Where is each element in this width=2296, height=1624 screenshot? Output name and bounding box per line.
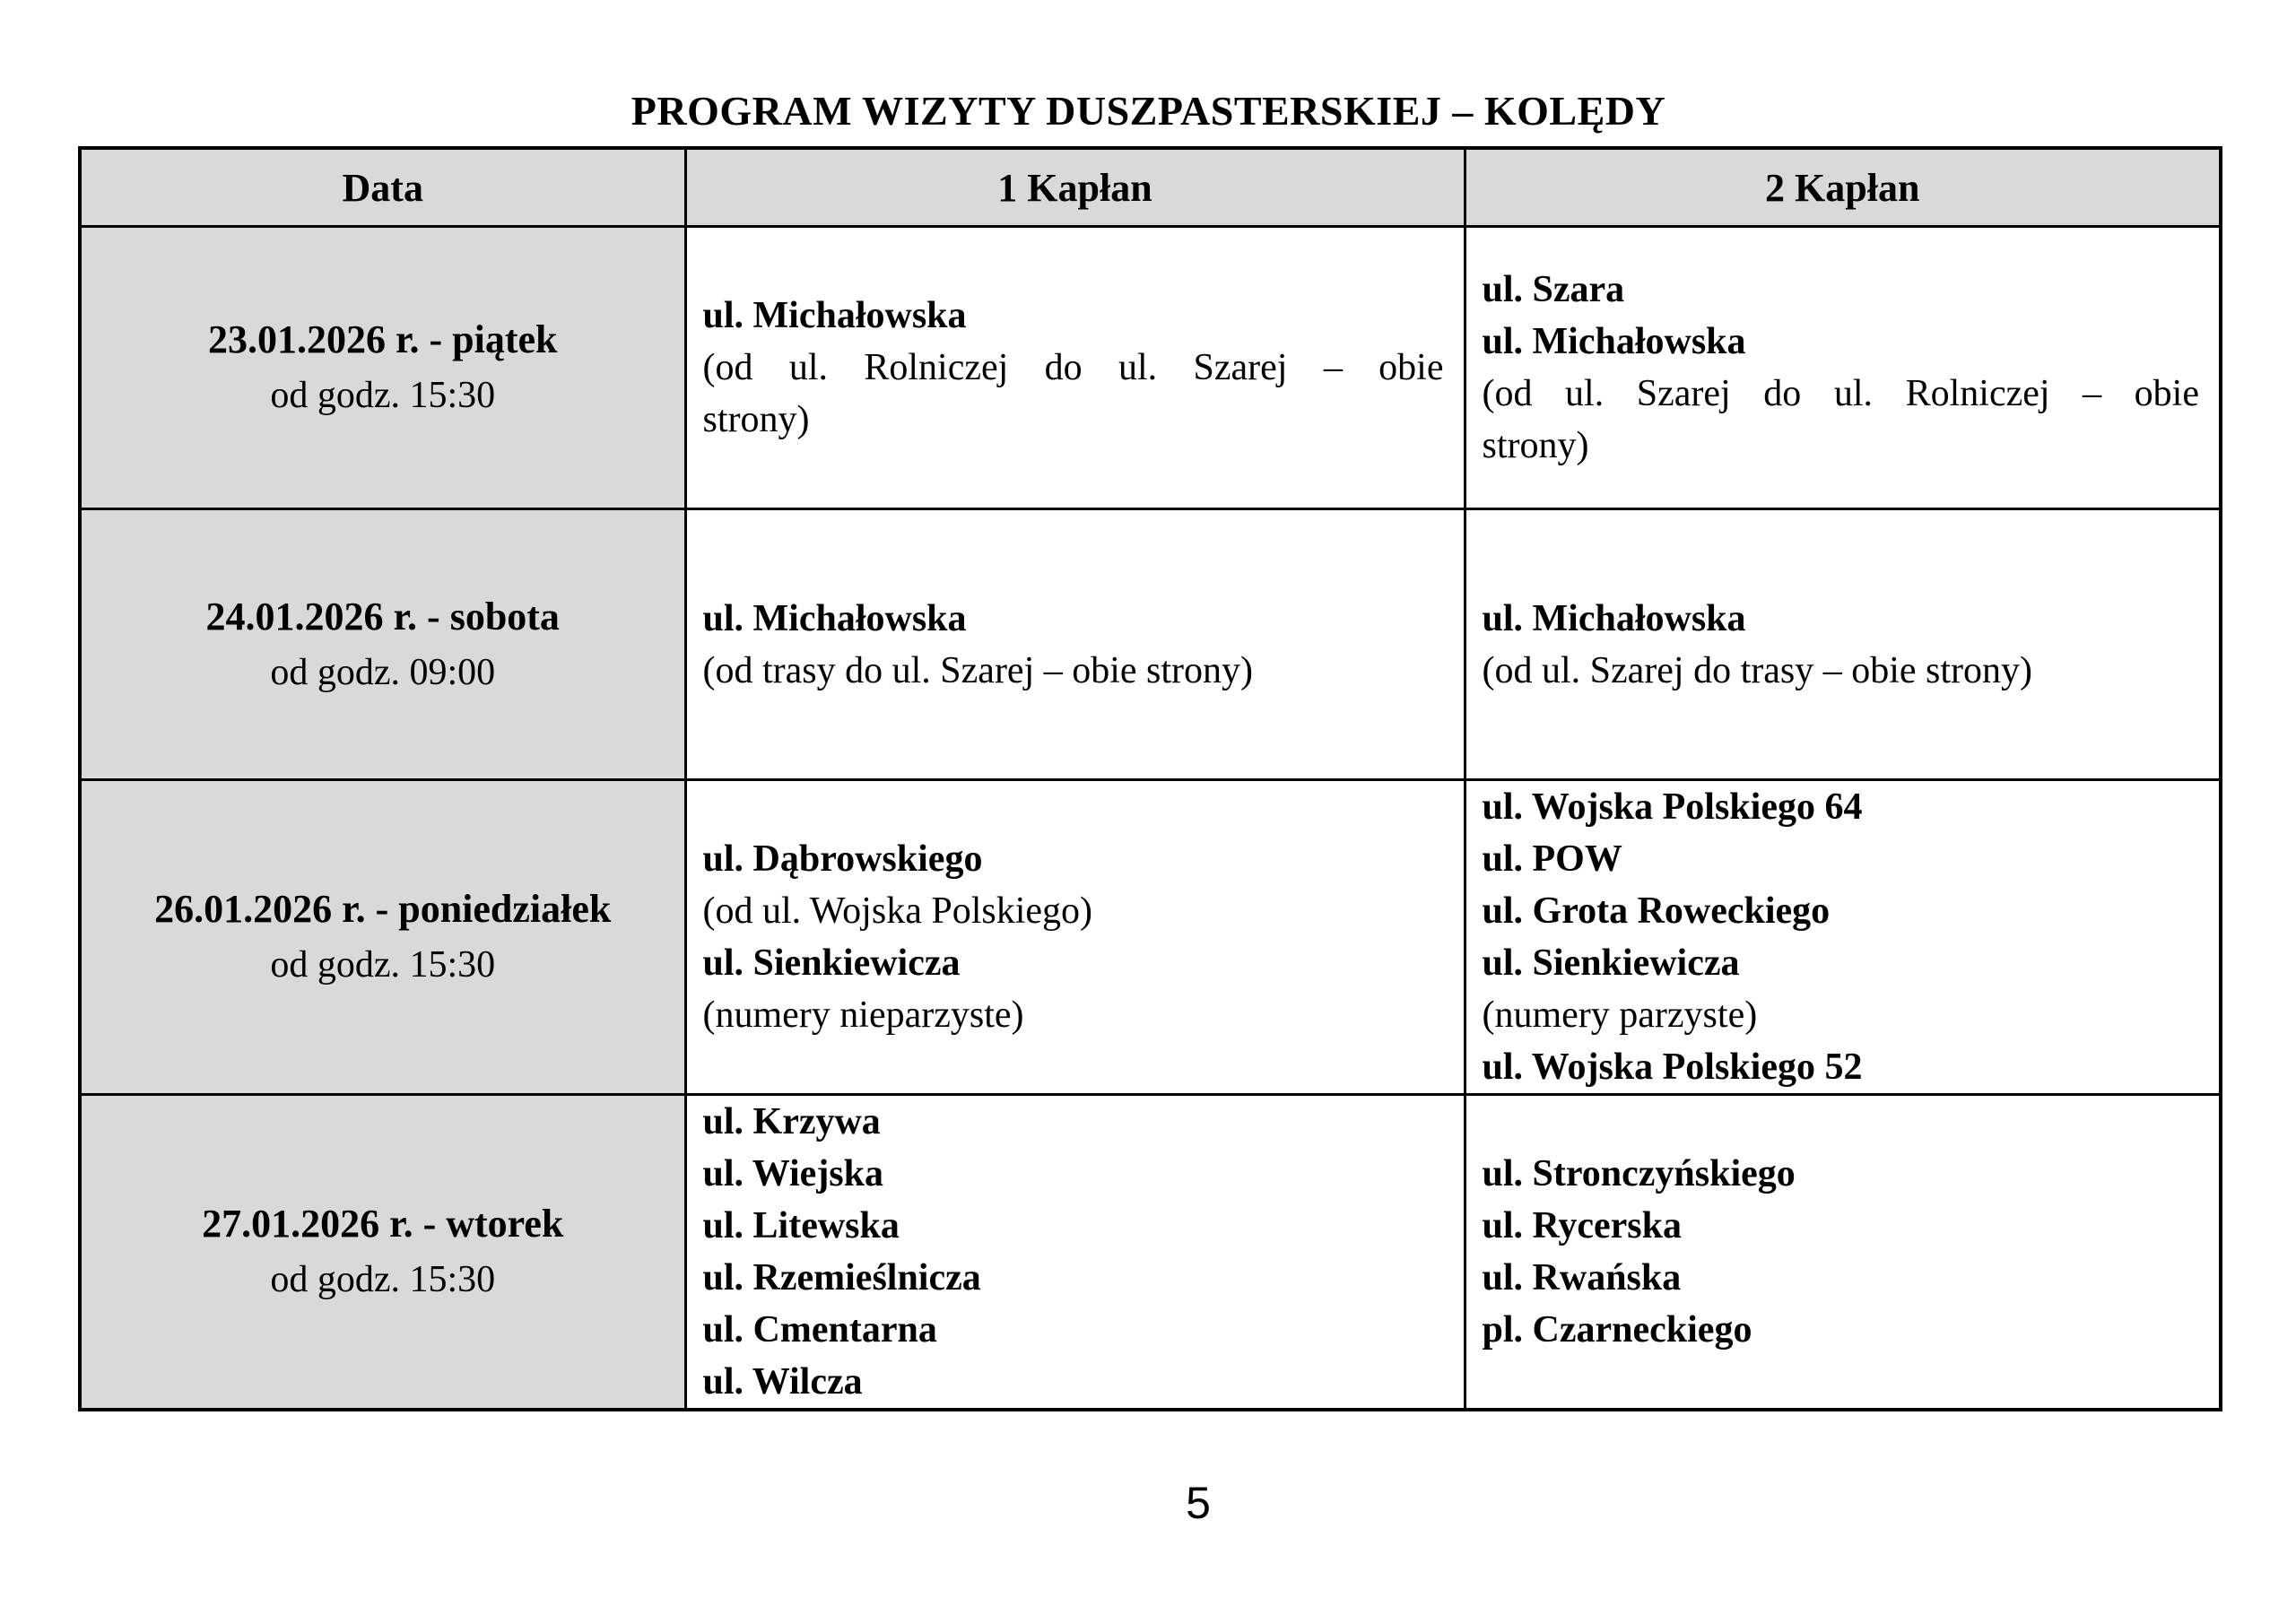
priest1-cell bbox=[685, 1095, 1465, 1411]
priest2-cell bbox=[1465, 1095, 2221, 1411]
street-line: (numery parzyste) bbox=[1482, 994, 1758, 1036]
street-line: ul. Rwańska bbox=[1482, 1257, 1682, 1298]
priest2-cell bbox=[1465, 780, 2221, 1095]
schedule-table-header bbox=[80, 148, 2221, 227]
street-line: ul. Michałowska bbox=[1482, 597, 1746, 639]
street-line: (od ul. Szarej do ul. Rolniczej – obie bbox=[1482, 373, 2199, 414]
street-line: (od trasy do ul. Szarej – obie strony) bbox=[702, 649, 1254, 691]
priest1-cell bbox=[685, 509, 1465, 780]
table-row bbox=[80, 780, 2221, 1095]
street-line: strony) bbox=[1482, 425, 1589, 466]
street-line: ul. Wojska Polskiego 52 bbox=[1482, 1046, 1863, 1088]
schedule-table-body bbox=[80, 227, 2221, 1411]
street-line: ul. Wiejska bbox=[702, 1153, 884, 1194]
street-line: ul. POW bbox=[1482, 838, 1622, 880]
street-line: (numery nieparzyste) bbox=[702, 994, 1024, 1036]
street-line: (od ul. Wojska Polskiego) bbox=[702, 890, 1092, 932]
street-line: ul. Rzemieślnicza bbox=[702, 1257, 981, 1298]
street-line: (od ul. Szarej do trasy – obie strony) bbox=[1482, 649, 2033, 691]
schedule-table bbox=[78, 146, 2222, 1411]
street-line: pl. Czarneckiego bbox=[1482, 1309, 1752, 1350]
date-text: 26.01.2026 r. - poniedziałek bbox=[154, 887, 612, 931]
date-text: 23.01.2026 r. - piątek bbox=[208, 317, 558, 361]
priest2-cell bbox=[1465, 509, 2221, 780]
date-text: 27.01.2026 r. - wtorek bbox=[202, 1202, 564, 1246]
column-header-priest2: 2 Kapłan bbox=[1465, 148, 2221, 227]
street-line: ul. Cmentarna bbox=[702, 1309, 937, 1350]
street-line: ul. Michałowska bbox=[702, 295, 967, 336]
column-header-data: Data bbox=[80, 148, 685, 227]
street-line: strony) bbox=[702, 399, 810, 440]
date-cell bbox=[80, 227, 685, 509]
priest1-cell bbox=[685, 780, 1465, 1095]
street-line: ul. Grota Roweckiego bbox=[1482, 890, 1831, 932]
table-row bbox=[80, 227, 2221, 509]
date-cell bbox=[80, 1095, 685, 1411]
street-line: ul. Dąbrowskiego bbox=[702, 838, 983, 880]
street-line: (od ul. Rolniczej do ul. Szarej – obie bbox=[702, 347, 1444, 388]
time-text: od godz. 15:30 bbox=[270, 1259, 496, 1300]
page-number: 5 bbox=[1186, 1478, 1211, 1528]
time-text: od godz. 09:00 bbox=[270, 651, 496, 693]
page-title: PROGRAM WIZYTY DUSZPASTERSKIEJ – KOLĘDY bbox=[631, 88, 1666, 134]
street-line: ul. Wilcza bbox=[702, 1361, 863, 1403]
priest1-cell bbox=[685, 227, 1465, 509]
street-line: ul. Krzywa bbox=[702, 1101, 881, 1142]
street-line: ul. Sienkiewicza bbox=[1482, 942, 1740, 984]
header-row bbox=[80, 148, 2221, 227]
date-cell bbox=[80, 780, 685, 1095]
street-line: ul. Stronczyńskiego bbox=[1482, 1153, 1796, 1194]
street-line: ul. Sienkiewicza bbox=[702, 942, 961, 984]
date-cell bbox=[80, 509, 685, 780]
street-line: ul. Rycerska bbox=[1482, 1205, 1683, 1246]
table-row bbox=[80, 509, 2221, 780]
time-text: od godz. 15:30 bbox=[270, 375, 496, 416]
time-text: od godz. 15:30 bbox=[270, 944, 496, 986]
column-header-priest1: 1 Kapłan bbox=[685, 148, 1465, 227]
street-line: ul. Michałowska bbox=[1482, 321, 1746, 362]
street-line: ul. Wojska Polskiego 64 bbox=[1482, 786, 1863, 828]
street-line: ul. Litewska bbox=[702, 1205, 900, 1246]
street-line: ul. Michałowska bbox=[702, 597, 967, 639]
street-line: ul. Szara bbox=[1482, 269, 1625, 310]
priest2-cell bbox=[1465, 227, 2221, 509]
table-row bbox=[80, 1095, 2221, 1411]
date-text: 24.01.2026 r. - sobota bbox=[205, 594, 560, 638]
